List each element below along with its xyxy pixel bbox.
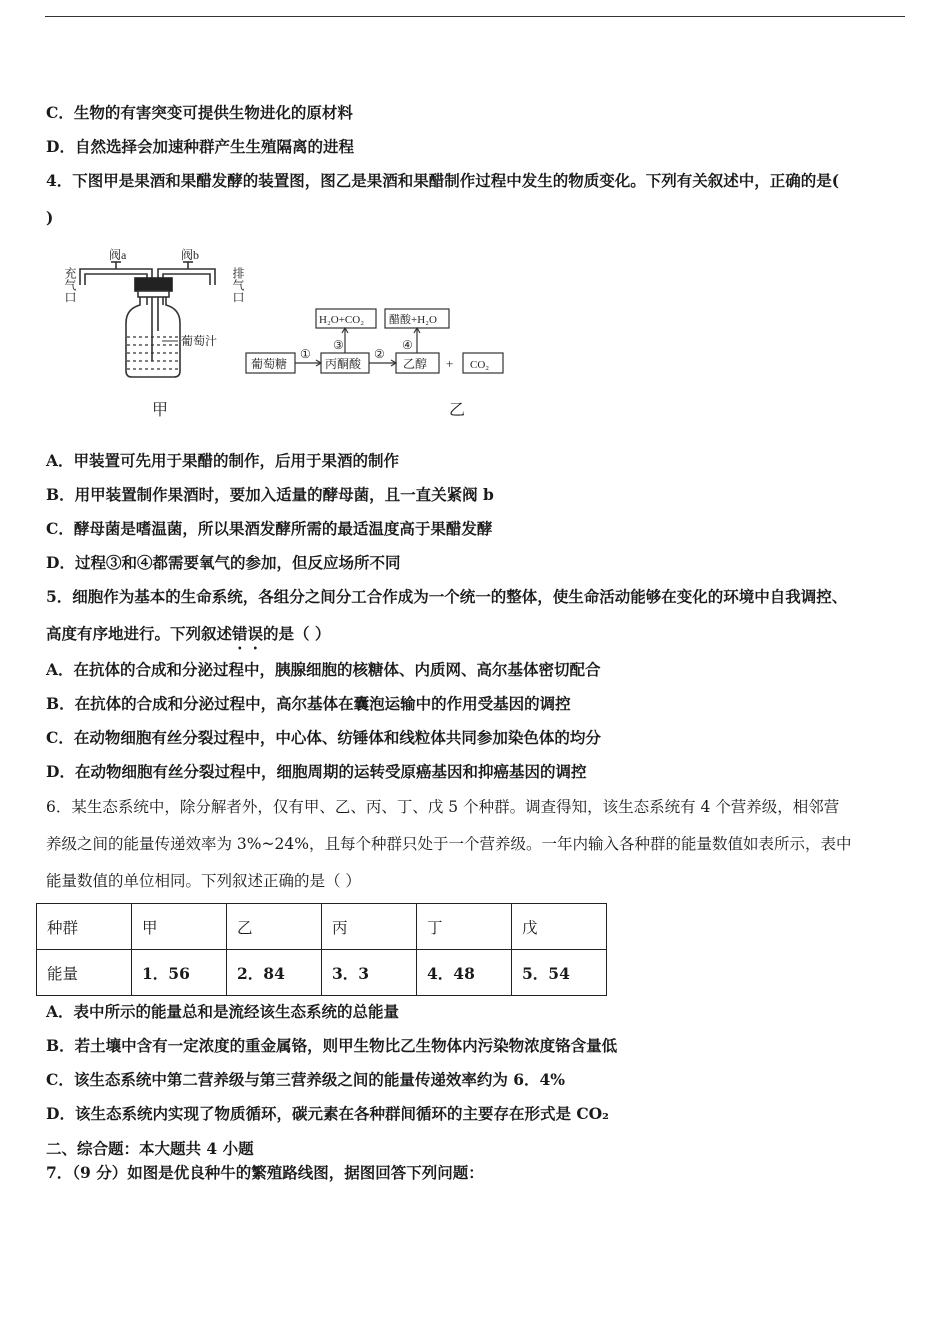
q6-option-b: B．若土壤中含有一定浓度的重金属铬，则甲生物比乙生物体内污染物浓度铬含量低 bbox=[46, 1036, 618, 1055]
q5-option-d: D．在动物细胞有丝分裂过程中，细胞周期的运转受原癌基因和抑癌基因的调控 bbox=[46, 762, 587, 781]
section-title: 二、综合题：本大题共 4 小题 bbox=[46, 1139, 254, 1158]
ethanol-box: 乙醇 bbox=[403, 357, 428, 371]
table-header-cell: 丙 bbox=[322, 904, 417, 950]
h2o-co2-box: H₂O+CO₂ bbox=[319, 314, 365, 326]
q4-stem-close: ) bbox=[46, 208, 54, 227]
table-header-cell: 丁 bbox=[417, 904, 512, 950]
q5-emphasis-wrong: 错误 bbox=[232, 624, 264, 643]
table-header-cell: 甲 bbox=[132, 904, 227, 950]
table-header-cell: 种群 bbox=[37, 904, 132, 950]
q6-stem-line2: 养级之间的能量传递效率为 3%~24%，且每个种群只处于一个营养级。一年内输入各种群的能量数值如表所示，表中 bbox=[46, 835, 852, 853]
q6-option-c: C．该生态系统中第二营养级与第三营养级之间的能量传递效率约为 6．4% bbox=[46, 1070, 566, 1089]
q5-option-b: B．在抗体的合成和分泌过程中，高尔基体在囊泡运输中的作用受基因的调控 bbox=[46, 694, 571, 713]
header-rule bbox=[45, 16, 905, 17]
q4-option-b: B．用甲装置制作果酒时，要加入适量的酵母菌，且一直关紧阀 b bbox=[46, 485, 494, 504]
outlet-label: 排气口 bbox=[231, 267, 245, 303]
q5-stem-post: 的是（ ） bbox=[263, 624, 331, 643]
q6-option-a: A．表中所示的能量总和是流经该生态系统的总能量 bbox=[46, 1002, 400, 1021]
valve-a-label: 阀a bbox=[109, 248, 127, 262]
metabolic-pathway bbox=[246, 309, 503, 419]
q4-option-d: D．过程③和④都需要氧气的参加，但反应场所不同 bbox=[46, 553, 401, 572]
q6-option-d: D．该生态系统内实现了物质循环，碳元素在各种群间循环的主要存在形式是 CO₂ bbox=[46, 1104, 609, 1123]
plus-sign: + bbox=[446, 356, 454, 371]
step2-label: ② bbox=[374, 347, 385, 361]
fermentation-figure bbox=[60, 243, 520, 423]
table-header-cell: 戊 bbox=[512, 904, 607, 950]
figure-yi-caption: 乙 bbox=[449, 402, 466, 419]
table-cell: 1．56 bbox=[132, 950, 227, 996]
q5-stem: 5．细胞作为基本的生命系统，各组分之间分工合作成为一个统一的整体，使生命活动能够在变化的环境中自我调控、 bbox=[46, 587, 848, 606]
acetic-acid-box: 醋酸+H₂O bbox=[389, 314, 437, 326]
q4-stem: 4．下图甲是果酒和果醋发酵的装置图，图乙是果酒和果醋制作过程中发生的物质变化。下列有关叙述中，正确的是( bbox=[46, 171, 840, 190]
q6-stem: 6．某生态系统中，除分解者外，仅有甲、乙、丙、丁、戊 5 个种群。调查得知，该生态系统有 4 个营养级，相邻营 bbox=[46, 798, 840, 816]
q4-option-c: C．酵母菌是嗜温菌，所以果酒发酵所需的最适温度高于果醋发酵 bbox=[46, 519, 493, 538]
fermentation-apparatus bbox=[63, 247, 245, 419]
q5-stem-line2 bbox=[46, 624, 330, 653]
table-cell: 3．3 bbox=[322, 950, 417, 996]
table-row-label: 能量 bbox=[37, 950, 132, 996]
juice-label: 葡萄汁 bbox=[181, 334, 218, 348]
table-row bbox=[37, 950, 607, 996]
table-header-row bbox=[37, 904, 607, 950]
table-header-cell: 乙 bbox=[227, 904, 322, 950]
q3-option-d: D．自然选择会加速种群产生生殖隔离的进程 bbox=[46, 137, 354, 156]
table-cell: 4．48 bbox=[417, 950, 512, 996]
valve-b-label: 阀b bbox=[181, 248, 200, 262]
glucose-box: 葡萄糖 bbox=[251, 357, 288, 371]
pyruvate-box: 丙酮酸 bbox=[325, 357, 362, 371]
inlet-label: 充气口 bbox=[63, 267, 77, 303]
table-cell: 5．54 bbox=[512, 950, 607, 996]
q5-option-c: C．在动物细胞有丝分裂过程中，中心体、纺锤体和线粒体共同参加染色体的均分 bbox=[46, 728, 601, 747]
q5-stem-pre: 高度有序地进行。下列叙述 bbox=[46, 624, 233, 643]
co2-box: CO₂ bbox=[470, 359, 490, 371]
q6-stem-line3: 能量数值的单位相同。下列叙述正确的是（ ） bbox=[46, 872, 361, 890]
q7-stem: 7．（9 分）如图是优良种牛的繁殖路线图，据图回答下列问题： bbox=[46, 1163, 484, 1182]
step4-label: ④ bbox=[402, 338, 413, 352]
figure-jia-caption: 甲 bbox=[152, 402, 169, 419]
q3-option-c: C．生物的有害突变可提供生物进化的原材料 bbox=[46, 103, 353, 122]
energy-table bbox=[36, 903, 607, 996]
table-cell: 2．84 bbox=[227, 950, 322, 996]
step3-label: ③ bbox=[333, 338, 344, 352]
q4-option-a: A．甲装置可先用于果醋的制作，后用于果酒的制作 bbox=[46, 451, 400, 470]
step1-label: ① bbox=[300, 347, 311, 361]
q5-option-a: A．在抗体的合成和分泌过程中，胰腺细胞的核糖体、内质网、高尔基体密切配合 bbox=[46, 660, 601, 679]
